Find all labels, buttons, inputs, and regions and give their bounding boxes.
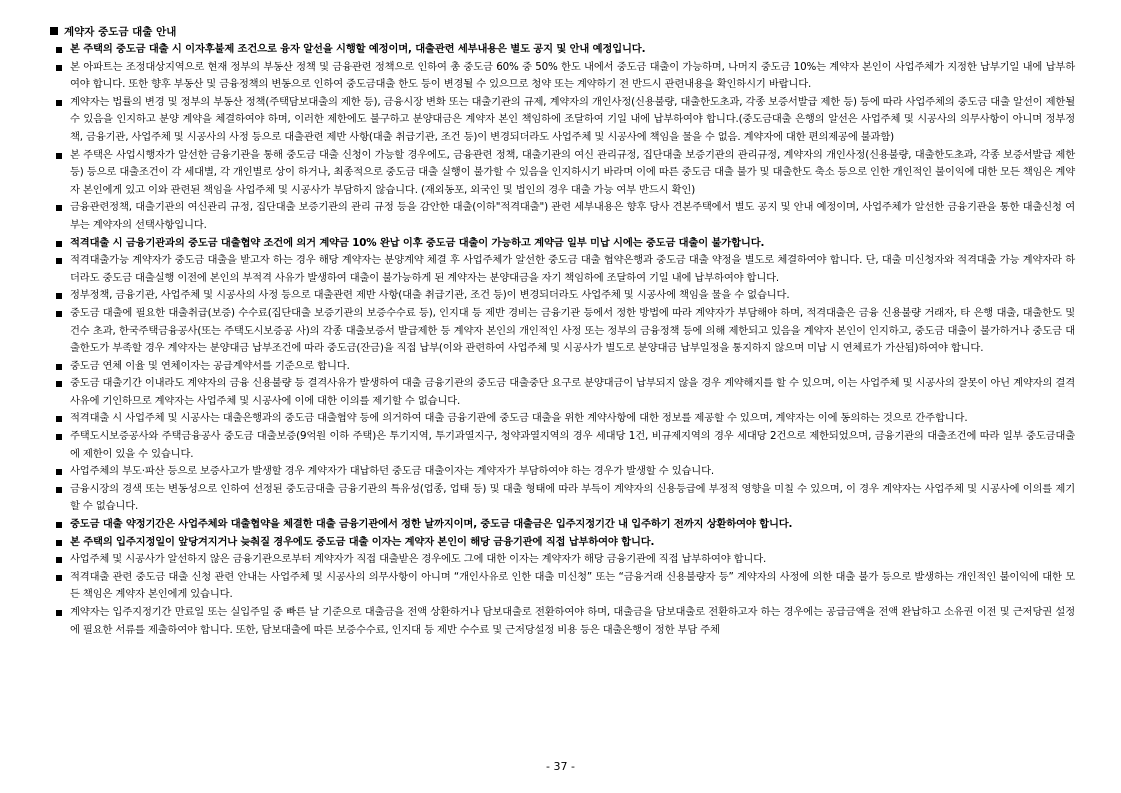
notice-item (56, 94, 1075, 147)
square-bullet-icon (50, 27, 58, 35)
notice-text: 계약자는 입주지정기간 만료일 또는 실입주일 중 빠른 날 기준으로 대출금을 전액 상환하거나 담보대출로 전환하여야 하며, 대출금을 담보대출로 전환하고자 하는 경우에는 공급금액을 전액 완납하고 소유권 이전 및 근저당권 설정에 필요한 서류를 제출하여야 합니다. 또한, 담보대출에 따른 보증수수료, 인지대 등 제반 수수료 및 근저당설정 비용 등은 대출은행이 정한 부담 주체 (70, 606, 1075, 636)
square-bullet-icon (56, 381, 62, 387)
square-bullet-icon (56, 610, 62, 616)
notice-item (56, 375, 1075, 410)
square-bullet-icon (56, 153, 62, 159)
notice-item (56, 147, 1075, 200)
notice-text: 중도금 연체 이율 및 연체이자는 공급계약서를 기준으로 합니다. (70, 359, 350, 372)
notice-item (56, 428, 1075, 463)
notice-item (56, 41, 1075, 59)
notice-text: 중도금 대출 약정기간은 사업주체와 대출협약을 체결한 대출 금융기관에서 정한 날까지이며, 중도금 대출금은 입주지정기간 내 입주하기 전까지 상환하여야 합니다. (70, 518, 793, 531)
square-bullet-icon (56, 522, 62, 528)
notice-text: 적격대출 시 금융기관과의 중도금 대출협약 조건에 의거 계약금 10% 완납 이후 중도금 대출이 가능하고 계약금 일부 미납 시에는 중도금 대출이 불가합니다. (70, 236, 765, 249)
notice-item (56, 305, 1075, 358)
square-bullet-icon (56, 47, 62, 53)
square-bullet-icon (56, 469, 62, 475)
square-bullet-icon (56, 293, 62, 299)
page-number: - 37 - (546, 760, 575, 773)
notice-text: 적격대출 시 사업주체 및 시공사는 대출은행과의 중도금 대출협약 등에 의거하여 대출 금융기관에 중도금 대출을 위한 계약사항에 대한 정보를 제공할 수 있으며, 계약자는 이에 동의하는 것으로 간주합니다. (70, 412, 968, 425)
notice-text: 계약자는 법률의 변경 및 정부의 부동산 정책(주택담보대출의 제한 등), 금융시장 변화 또는 대출기관의 규제, 계약자의 개인사정(신용불량, 대출한도초과, 각종 보증서발급 제한 등) 등에 따라 사업주체의 중도금 대출 알선이 제한될 수 있음을 인지하고 분양 계약을 체결하여야 하며, 이러한 제한에도 불구하고 분양대금은 계약자 본인 책임하에 조달하여 기일 내에 납부하여야 합니다.(중도금대출 은행의 알선은 사업주체 및 시공사의 의무사항이 아니며 정부정책, 금융기관, 사업주체 및 시공사의 사정 등으로 대출관련 제반 사항(대출 취급기관, 조건 등)이 변경되더라도 사업주체 및 시공사에 책임을 물을 수 없음. 계약자에 대한 편의제공에 불과함) (70, 95, 1075, 143)
square-bullet-icon (56, 364, 62, 370)
notice-item (56, 534, 1075, 552)
square-bullet-icon (56, 258, 62, 264)
notice-text: 사업주체 및 시공사가 알선하지 않은 금융기관으로부터 계약자가 직접 대출받은 경우에도 그에 대한 이자는 계약자가 해당 금융기관에 직접 납부하여야 합니다. (70, 553, 767, 566)
notice-text: 본 주택의 입주지정일이 앞당겨지거나 늦춰질 경우에도 중도금 대출 이자는 계약자 본인이 해당 금융기관에 직접 납부하여야 합니다. (70, 535, 655, 548)
square-bullet-icon (56, 311, 62, 317)
notice-item (56, 235, 1075, 253)
notice-item (56, 199, 1075, 234)
square-bullet-icon (56, 487, 62, 493)
square-bullet-icon (56, 241, 62, 247)
notice-text: 정부정책, 금융기관, 사업주체 및 시공사의 사정 등으로 대출관련 제반 사항(대출 취급기관, 조건 등)이 변경되더라도 사업주체 및 시공사에 책임을 물을 수 없습니다. (70, 289, 790, 302)
notice-item (56, 569, 1075, 604)
notice-text: 주택도시보증공사와 주택금융공사 중도금 대출보증(9억원 이하 주택)은 투기지역, 투기과열지구, 청약과열지역의 경우 세대당 1건, 비규제지역의 경우 세대당 2건으로 제한되었으며, 금융기관의 대출조건에 따라 일부 중도금대출에 제한이 있을 수 있습니다. (70, 430, 1075, 460)
notice-text: 본 주택의 중도금 대출 시 이자후불제 조건으로 융자 알선을 시행할 예정이며, 대출관련 세부내용은 별도 공지 및 안내 예정입니다. (70, 43, 646, 55)
square-bullet-icon (56, 575, 62, 581)
square-bullet-icon (56, 434, 62, 440)
section-title-text: 계약자 중도금 대출 안내 (64, 26, 177, 38)
square-bullet-icon (56, 540, 62, 546)
notice-text: 금융시장의 경색 또는 변동성으로 인하여 선정된 중도금대출 금융기관의 특유성(업종, 업태 등) 및 대출 형태에 따라 부득이 계약자의 신용등급에 부정적 영향을 미칠 수 있으며, 이 경우 계약자는 사업주체 및 시공사에 이의를 제기할 수 없습니다. (70, 482, 1075, 513)
notice-item (56, 551, 1075, 569)
notice-text: 금융관련정책, 대출기관의 여신관리 규정, 집단대출 보증기관의 관리 규정 등을 감안한 대출(이하"적격대출") 관련 세부내용은 향후 당사 견본주택에서 별도 공지 및 안내 예정이며, 사업주체가 알선한 금융기관을 통한 대출신청 여부는 계약자의 선택사항입니다. (70, 201, 1075, 231)
notice-text: 적격대출가능 계약자가 중도금 대출을 받고자 하는 경우 해당 계약자는 분양계약 체결 후 사업주체가 알선한 중도금 대출 협약은행과 중도금 대출 약정을 별도로 체결하여야 합니다. 단, 대출 미신청자와 적격대출 가능 계약자라 하더라도 중도금 대출실행 이전에 본인의 부적격 사유가 발생하여 대출이 불가능하게 된 계약자는 분양대금을 자기 책임하에 조달하여 기일 내에 납부하여야 합니다. (70, 254, 1075, 284)
notice-item (56, 252, 1075, 287)
notice-item (56, 463, 1075, 481)
square-bullet-icon (56, 557, 62, 563)
notice-item (56, 516, 1075, 534)
notice-item (56, 358, 1075, 376)
notice-text: 사업주체의 부도·파산 등으로 보증사고가 발생할 경우 계약자가 대납하던 중도금 대출이자는 계약자가 부담하여야 하는 경우가 발생할 수 있습니다. (70, 465, 715, 478)
notice-list (56, 41, 1075, 639)
section-heading (50, 24, 1080, 41)
notice-item (56, 59, 1075, 94)
square-bullet-icon (56, 205, 62, 211)
notice-text: 본 주택은 사업시행자가 알선한 금융기관을 통해 중도금 대출 신청이 가능할 경우에도, 금융관련 정책, 대출기관의 여신 관리규정, 집단대출 보증기관의 관리규정, 계약자의 개인사정(신용불량, 대출한도초과, 각종 보증서발급 제한 등) 등으로 대출조건이 각 세대별, 각 개인별로 상이 하거나, 최종적으로 중도금 대출 실행이 불가할 수 있음을 인지하시기 바라며 이에 따른 중도금 대출 불가 및 대출한도 축소 등으로 인한 개인적인 불이익에 대한 모든 책임은 계약자 본인에게 있고 이와 관련된 책임을 사업주체 및 시공사가 부담하지 않습니다. (재외동포, 외국인 및 법인의 경우 대출 가능 여부 반드시 확인) (70, 148, 1075, 196)
square-bullet-icon (56, 416, 62, 422)
notice-text: 중도금 대출기간 이내라도 계약자의 금융 신용불량 등 결격사유가 발생하여 대출 금융기관의 중도금 대출중단 요구로 분양대금이 납부되지 않을 경우 계약해지를 할 수 있으며, 이는 사업주체 및 시공사의 잘못이 아닌 계약자의 결격사유에 기인하므로 계약자는 사업주체 및 시공사에 이에 대한 이의를 제기할 수 없습니다. (70, 377, 1075, 407)
notice-item (56, 481, 1075, 516)
notice-item (56, 287, 1075, 305)
square-bullet-icon (56, 100, 62, 106)
notice-item (56, 604, 1075, 639)
notice-text: 적격대출 관련 중도금 대출 신청 관련 안내는 사업주체 및 시공사의 의무사항이 아니며 “개인사유로 인한 대출 미신청” 또는 “금융거래 신용불량자 등” 계약자의 사정에 의한 대출 불가 등으로 발생하는 개인적인 불이익에 대한 모든 책임은 계약자 본인에게 있습니다. (70, 570, 1075, 601)
notice-text: 본 아파트는 조정대상지역으로 현재 정부의 부동산 정책 및 금융관련 정책으로 인하여 총 중도금 60% 중 50% 한도 내에서 중도금 대출이 가능하며, 나머지 중도금 10%는 계약자 본인이 사업주체가 지정한 납부기일 내에 납부하여야 합니다. 또한 향후 부동산 및 금융정책의 변동으로 인하여 중도금대출 한도 등이 변경될 수 있으므로 청약 또는 계약하기 전 반드시 관련내용을 확인하시기 바랍니다. (70, 60, 1075, 91)
notice-item (56, 410, 1075, 428)
notice-text: 중도금 대출에 필요한 대출취급(보증) 수수료(집단대출 보증기관의 보증수수료 등), 인지대 등 제반 경비는 금융기관 등에서 정한 방법에 따라 계약자가 부담해야 하며, 적격대출은 금융 신용불량 거래자, 타 은행 대출, 대출한도 및 건수 초과, 한국주택금융공사(또는 주택도시보증공 사)의 각종 대출보증서 발급제한 등 계약자 본인의 개인적인 사정 또는 정부의 금융정책 등에 의해 제한되고 있음을 계약자 본인이 인지하고, 중도금 대출이 불가하거나 중도금 대출한도가 부족할 경우 계약자는 분양대금 납부조건에 따라 중도금(잔금)을 직접 납부(이와 관련하여 사업주체 및 시공사가 별도로 분양대금 납부일정을 통지하지 않으며 미납 시 연체료가 가산됨)하여야 합니다. (70, 306, 1075, 355)
square-bullet-icon (56, 65, 62, 71)
